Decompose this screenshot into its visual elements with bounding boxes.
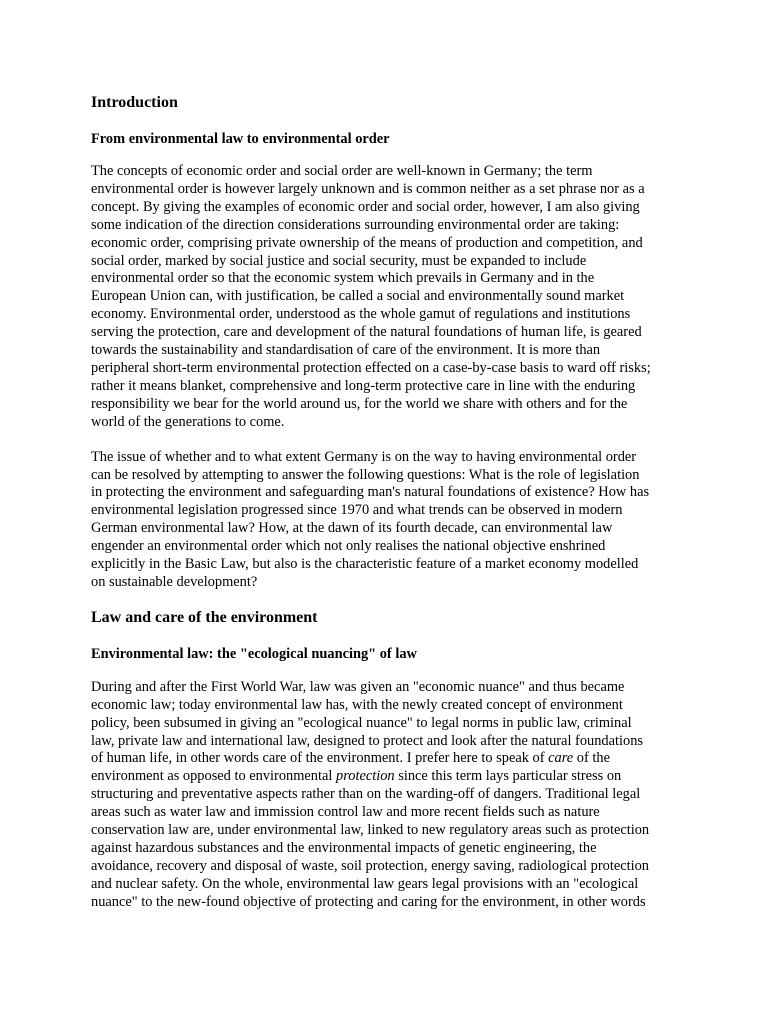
emphasis-care: care <box>548 750 574 767</box>
text-line: towards the sustainability and standardisation of care of the environment. It is more than <box>91 342 601 359</box>
text-line: law, private law and international law, designed to protect and look after the natural foundations <box>91 732 643 749</box>
text-line: environmental legislation progressed since 1970 and what trends can be observed in modern <box>91 502 623 519</box>
text-line: rather it means blanket, comprehensive and long-term protective care in line with the enduring <box>91 377 636 394</box>
text-line: structuring and preventative aspects rather than on the warding-off of dangers. Traditional legal <box>91 786 641 803</box>
paragraph-questions <box>91 449 691 592</box>
text-line: economic order, comprising private ownership of the means of production and competition, and <box>91 234 643 251</box>
text-line: world of the generations to come. <box>91 413 285 430</box>
text-line: against hazardous substances and the environmental impacts of genetic engineering, the <box>91 840 597 856</box>
text-line: explicitly in the Basic Law, but also is the characteristic feature of a market economy modelled <box>91 556 639 573</box>
text-line: environmental order so that the economic system which prevails in Germany and in the <box>91 270 595 287</box>
text-line: peripheral short-term environmental protection effected on a case-by-case basis to ward off risks; <box>91 359 651 376</box>
text-line: policy, been subsumed in giving an "ecological nuance" to legal norms in public law, criminal <box>91 714 632 731</box>
text-line: During and after the First World War, law was given an "economic nuance" and thus became <box>91 678 625 695</box>
document-body <box>91 92 691 912</box>
text-line: on sustainable development? <box>91 573 258 590</box>
text-line: concept. By giving the examples of economic order and social order, however, I am also giving <box>91 198 640 215</box>
paragraph-ecological-nuance <box>91 679 691 912</box>
text-segment: of human life, in other words care of the environment. I prefer here to speak of <box>91 750 549 767</box>
text-line: nuance" to the new-found objective of protecting and caring for the environment, in other words <box>91 893 646 910</box>
text-line <box>91 768 691 786</box>
text-line <box>91 750 691 768</box>
text-line: European Union can, with justification, be called a social and environmentally sound market <box>91 288 625 305</box>
text-line: some indication of the direction considerations surrounding environmental order are taking: <box>91 216 620 233</box>
emphasis-protection: protection <box>336 768 395 785</box>
subheading-from-law-to-order: From environmental law to environmental order <box>91 131 390 147</box>
text-line: The concepts of economic order and social order are well-known in Germany; the term <box>91 163 593 179</box>
text-line: The issue of whether and to what extent Germany is on the way to having environmental order <box>91 448 637 465</box>
heading-introduction: Introduction <box>91 94 178 111</box>
text-segment: of the <box>573 750 610 767</box>
text-line: German environmental law? How, at the dawn of its fourth decade, can environmental law <box>91 520 613 537</box>
text-line: avoidance, recovery and disposal of waste, soil protection, energy saving, radiological protection <box>91 857 649 874</box>
text-line: environmental order is however largely unknown and is common neither as a set phrase nor as a <box>91 180 645 197</box>
subheading-ecological-nuancing: Environmental law: the "ecological nuancing" of law <box>91 645 417 662</box>
text-line: conservation law are, under environmental law, linked to new regulatory areas such as protection <box>91 822 650 839</box>
text-line: areas such as water law and immission control law and more recent fields such as nature <box>91 804 600 821</box>
text-segment: environment as opposed to environmental <box>91 768 336 785</box>
text-line: social order, marked by social justice and social security, must be expanded to include <box>91 252 587 269</box>
paragraph-environmental-order-concept <box>91 163 691 432</box>
text-line: serving the protection, care and development of the natural foundations of human life, is geared <box>91 324 642 341</box>
text-line: engender an environmental order which not only realises the national objective enshrined <box>91 538 606 555</box>
heading-law-and-care: Law and care of the environment <box>91 608 318 626</box>
text-line: economic law; today environmental law has, with the newly created concept of environment <box>91 696 623 713</box>
text-line: and nuclear safety. On the whole, environmental law gears legal provisions with an "ecological <box>91 875 639 892</box>
text-line: can be resolved by attempting to answer the following questions: What is the role of legislation <box>91 466 640 483</box>
text-line: responsibility we bear for the world around us, for the world we share with others and for the <box>91 395 628 412</box>
text-line: in protecting the environment and safeguarding man's natural foundations of existence? How has <box>91 484 650 501</box>
text-line: economy. Environmental order, understood as the whole gamut of regulations and institutions <box>91 306 631 323</box>
text-segment: since this term lays particular stress on <box>394 768 622 785</box>
